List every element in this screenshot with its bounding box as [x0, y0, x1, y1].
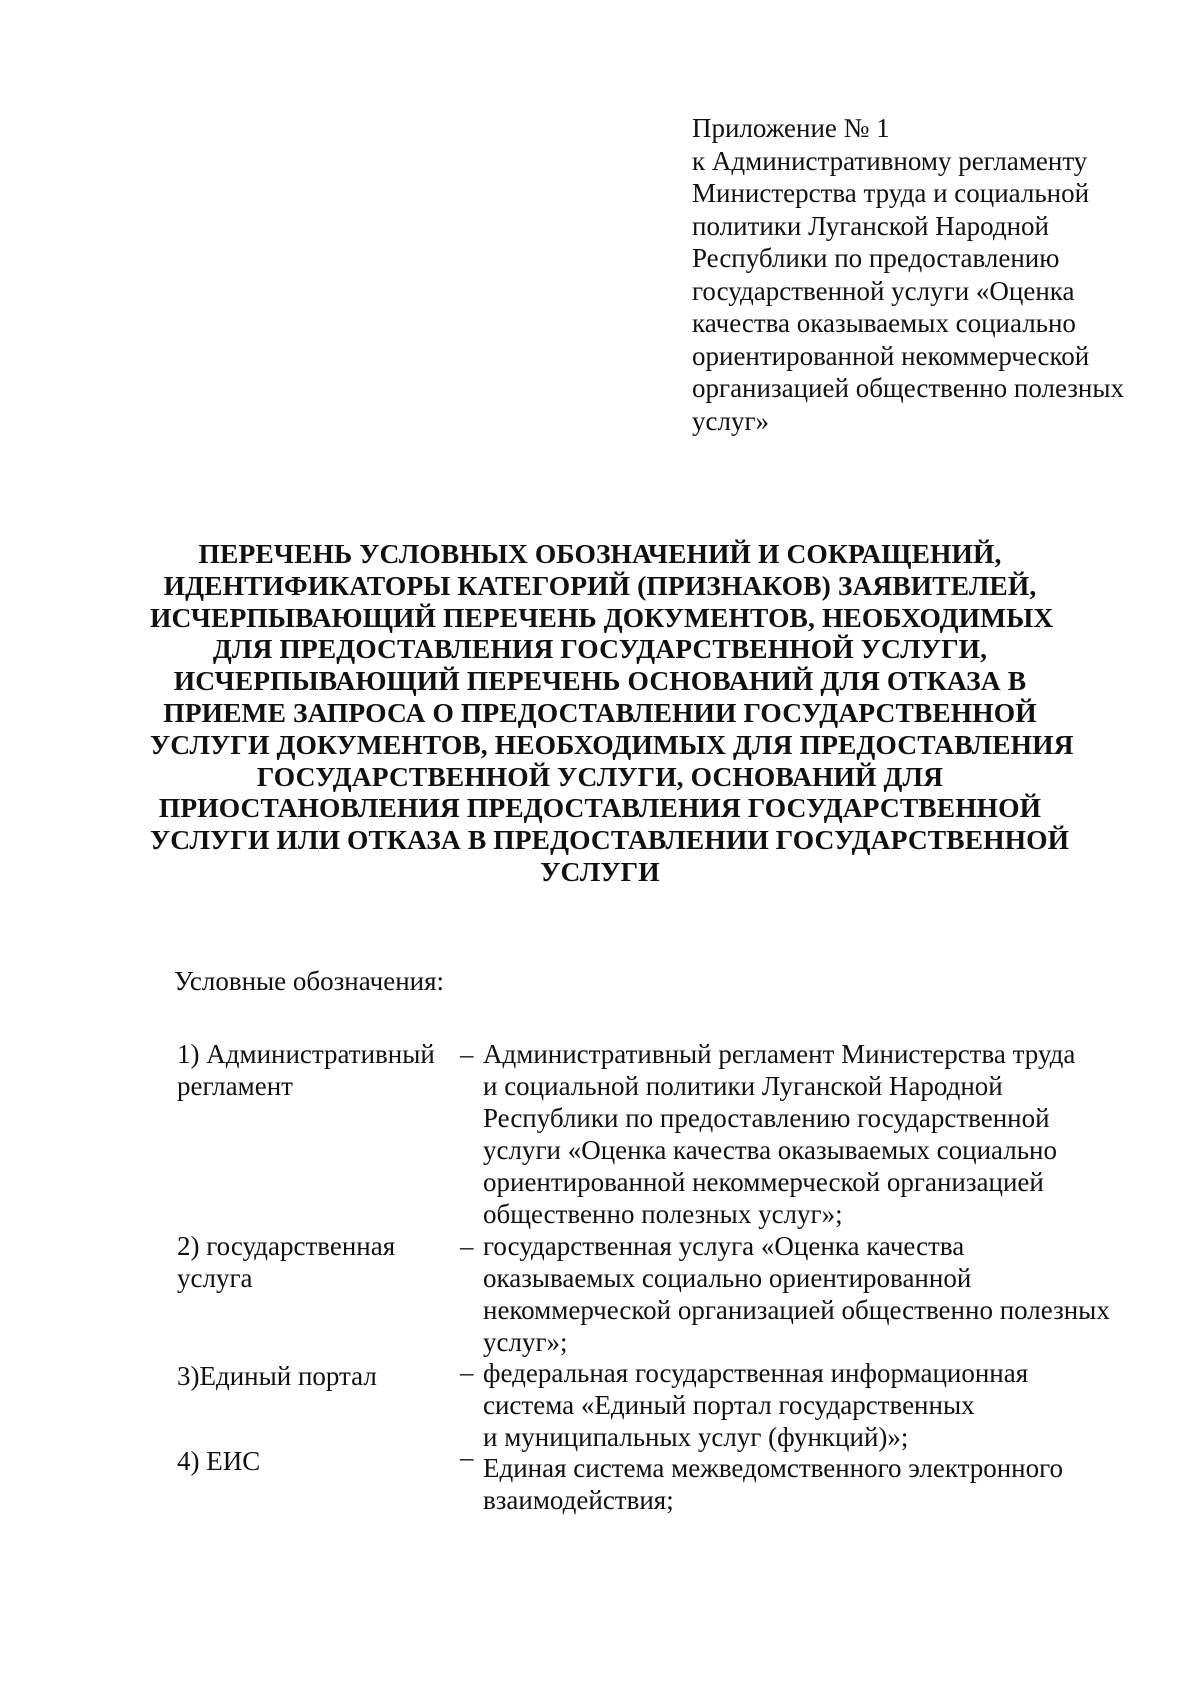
term-label-line: услуга	[177, 1263, 253, 1293]
term-label-line: 4) ЕИС	[177, 1446, 261, 1476]
title-line: ДЛЯ ПРЕДОСТАВЛЕНИЯ ГОСУДАРСТВЕННОЙ УСЛУГИ,	[212, 633, 988, 665]
term-3-definition	[483, 1357, 1163, 1453]
appendix-line: услуг»	[692, 405, 770, 436]
appendix-line: государственной услуги «Оценка	[692, 275, 1075, 306]
term-2-dash: –	[460, 1231, 474, 1261]
term-definition-line: государственная услуга «Оценка качества	[483, 1231, 965, 1261]
term-definition-line: система «Единый портал государственных	[483, 1390, 975, 1420]
term-definition-line: Административный регламент Министерства труда	[483, 1039, 1076, 1069]
title-line: УСЛУГИ	[540, 855, 660, 887]
appendix-line: Приложение № 1	[692, 113, 890, 143]
term-definition-line: взаимодействия;	[483, 1485, 674, 1515]
appendix-line: Республики по предоставлению	[692, 243, 1060, 273]
title-line: ИСЧЕРПЫВАЮЩИЙ ПЕРЕЧЕНЬ ОСНОВАНИЙ ДЛЯ ОТКАЗА В	[173, 665, 1027, 697]
term-label-line: регламент	[177, 1071, 293, 1101]
title-line: ПРИЕМЕ ЗАПРОСА О ПРЕДОСТАВЛЕНИИ ГОСУДАРСТВЕННОЙ	[163, 696, 1037, 728]
term-definition-line: Республики по предоставлению государственной	[483, 1103, 1050, 1133]
appendix-line: ориентированной некоммерческой	[692, 340, 1090, 371]
legend-heading: Условные обозначения:	[174, 966, 445, 996]
term-definition-line: общественно полезных услуг»;	[483, 1199, 843, 1229]
term-1-dash: –	[460, 1039, 474, 1069]
term-2-label	[177, 1230, 457, 1294]
term-4-dash: –	[460, 1442, 474, 1472]
term-definition-line: услуг»;	[483, 1327, 568, 1357]
title-line: ГОСУДАРСТВЕННОЙ УСЛУГИ, ОСНОВАНИЙ ДЛЯ	[256, 760, 944, 792]
term-definition-line: Единая система межведомственного электронного	[483, 1453, 1064, 1483]
term-definition-line: услуги «Оценка качества оказываемых социально	[483, 1135, 1057, 1165]
term-1-definition	[483, 1038, 1163, 1230]
term-3-dash: –	[460, 1357, 474, 1387]
term-2-definition	[483, 1230, 1163, 1358]
title-line: ИСЧЕРПЫВАЮЩИЙ ПЕРЕЧЕНЬ ДОКУМЕНТОВ, НЕОБХОДИМЫХ	[150, 601, 1054, 633]
term-label-line: 1) Административный	[177, 1039, 435, 1069]
term-4-label	[177, 1445, 457, 1477]
appendix-line: Министерства труда и социальной	[692, 178, 1090, 208]
title-line: ПРИОСТАНОВЛЕНИЯ ПРЕДОСТАВЛЕНИЯ ГОСУДАРСТВЕННОЙ	[158, 792, 1042, 824]
appendix-line: организацией общественно полезных	[692, 373, 1125, 403]
appendix-line: качества оказываемых социально	[692, 308, 1076, 338]
term-3-label	[177, 1360, 457, 1392]
term-label-line: 2) государственная	[177, 1231, 396, 1261]
term-4-definition	[483, 1452, 1163, 1516]
term-definition-line: и муниципальных услуг (функций)»;	[483, 1422, 909, 1452]
term-definition-line: ориентированной некоммерческой организацией	[483, 1167, 1044, 1197]
title-line: ПЕРЕЧЕНЬ УСЛОВНЫХ ОБОЗНАЧЕНИЙ И СОКРАЩЕНИЙ,	[198, 538, 1002, 569]
appendix-note	[692, 112, 1172, 437]
appendix-line: политики Луганской Народной	[692, 210, 1049, 241]
title-line: УСЛУГИ ДОКУМЕНТОВ, НЕОБХОДИМЫХ ДЛЯ ПРЕДОСТАВЛЕНИЯ	[150, 728, 1074, 760]
term-label-line: 3)Единый портал	[177, 1361, 377, 1391]
appendix-line: к Административному регламенту	[692, 145, 1088, 176]
term-1-label	[177, 1038, 457, 1102]
term-definition-line: федеральная государственная информационная	[483, 1358, 1029, 1388]
term-definition-line: некоммерческой организацией общественно полезных	[483, 1295, 1110, 1325]
title-line: ИДЕНТИФИКАТОРЫ КАТЕГОРИЙ (ПРИЗНАКОВ) ЗАЯВИТЕЛЕЙ,	[163, 569, 1037, 601]
term-definition-line: и социальной политики Луганской Народной	[483, 1071, 1003, 1101]
document-title	[150, 538, 1074, 888]
title-line: УСЛУГИ ИЛИ ОТКАЗА В ПРЕДОСТАВЛЕНИИ ГОСУДАРСТВЕННОЙ	[150, 824, 1070, 856]
term-definition-line: оказываемых социально ориентированной	[483, 1263, 972, 1293]
